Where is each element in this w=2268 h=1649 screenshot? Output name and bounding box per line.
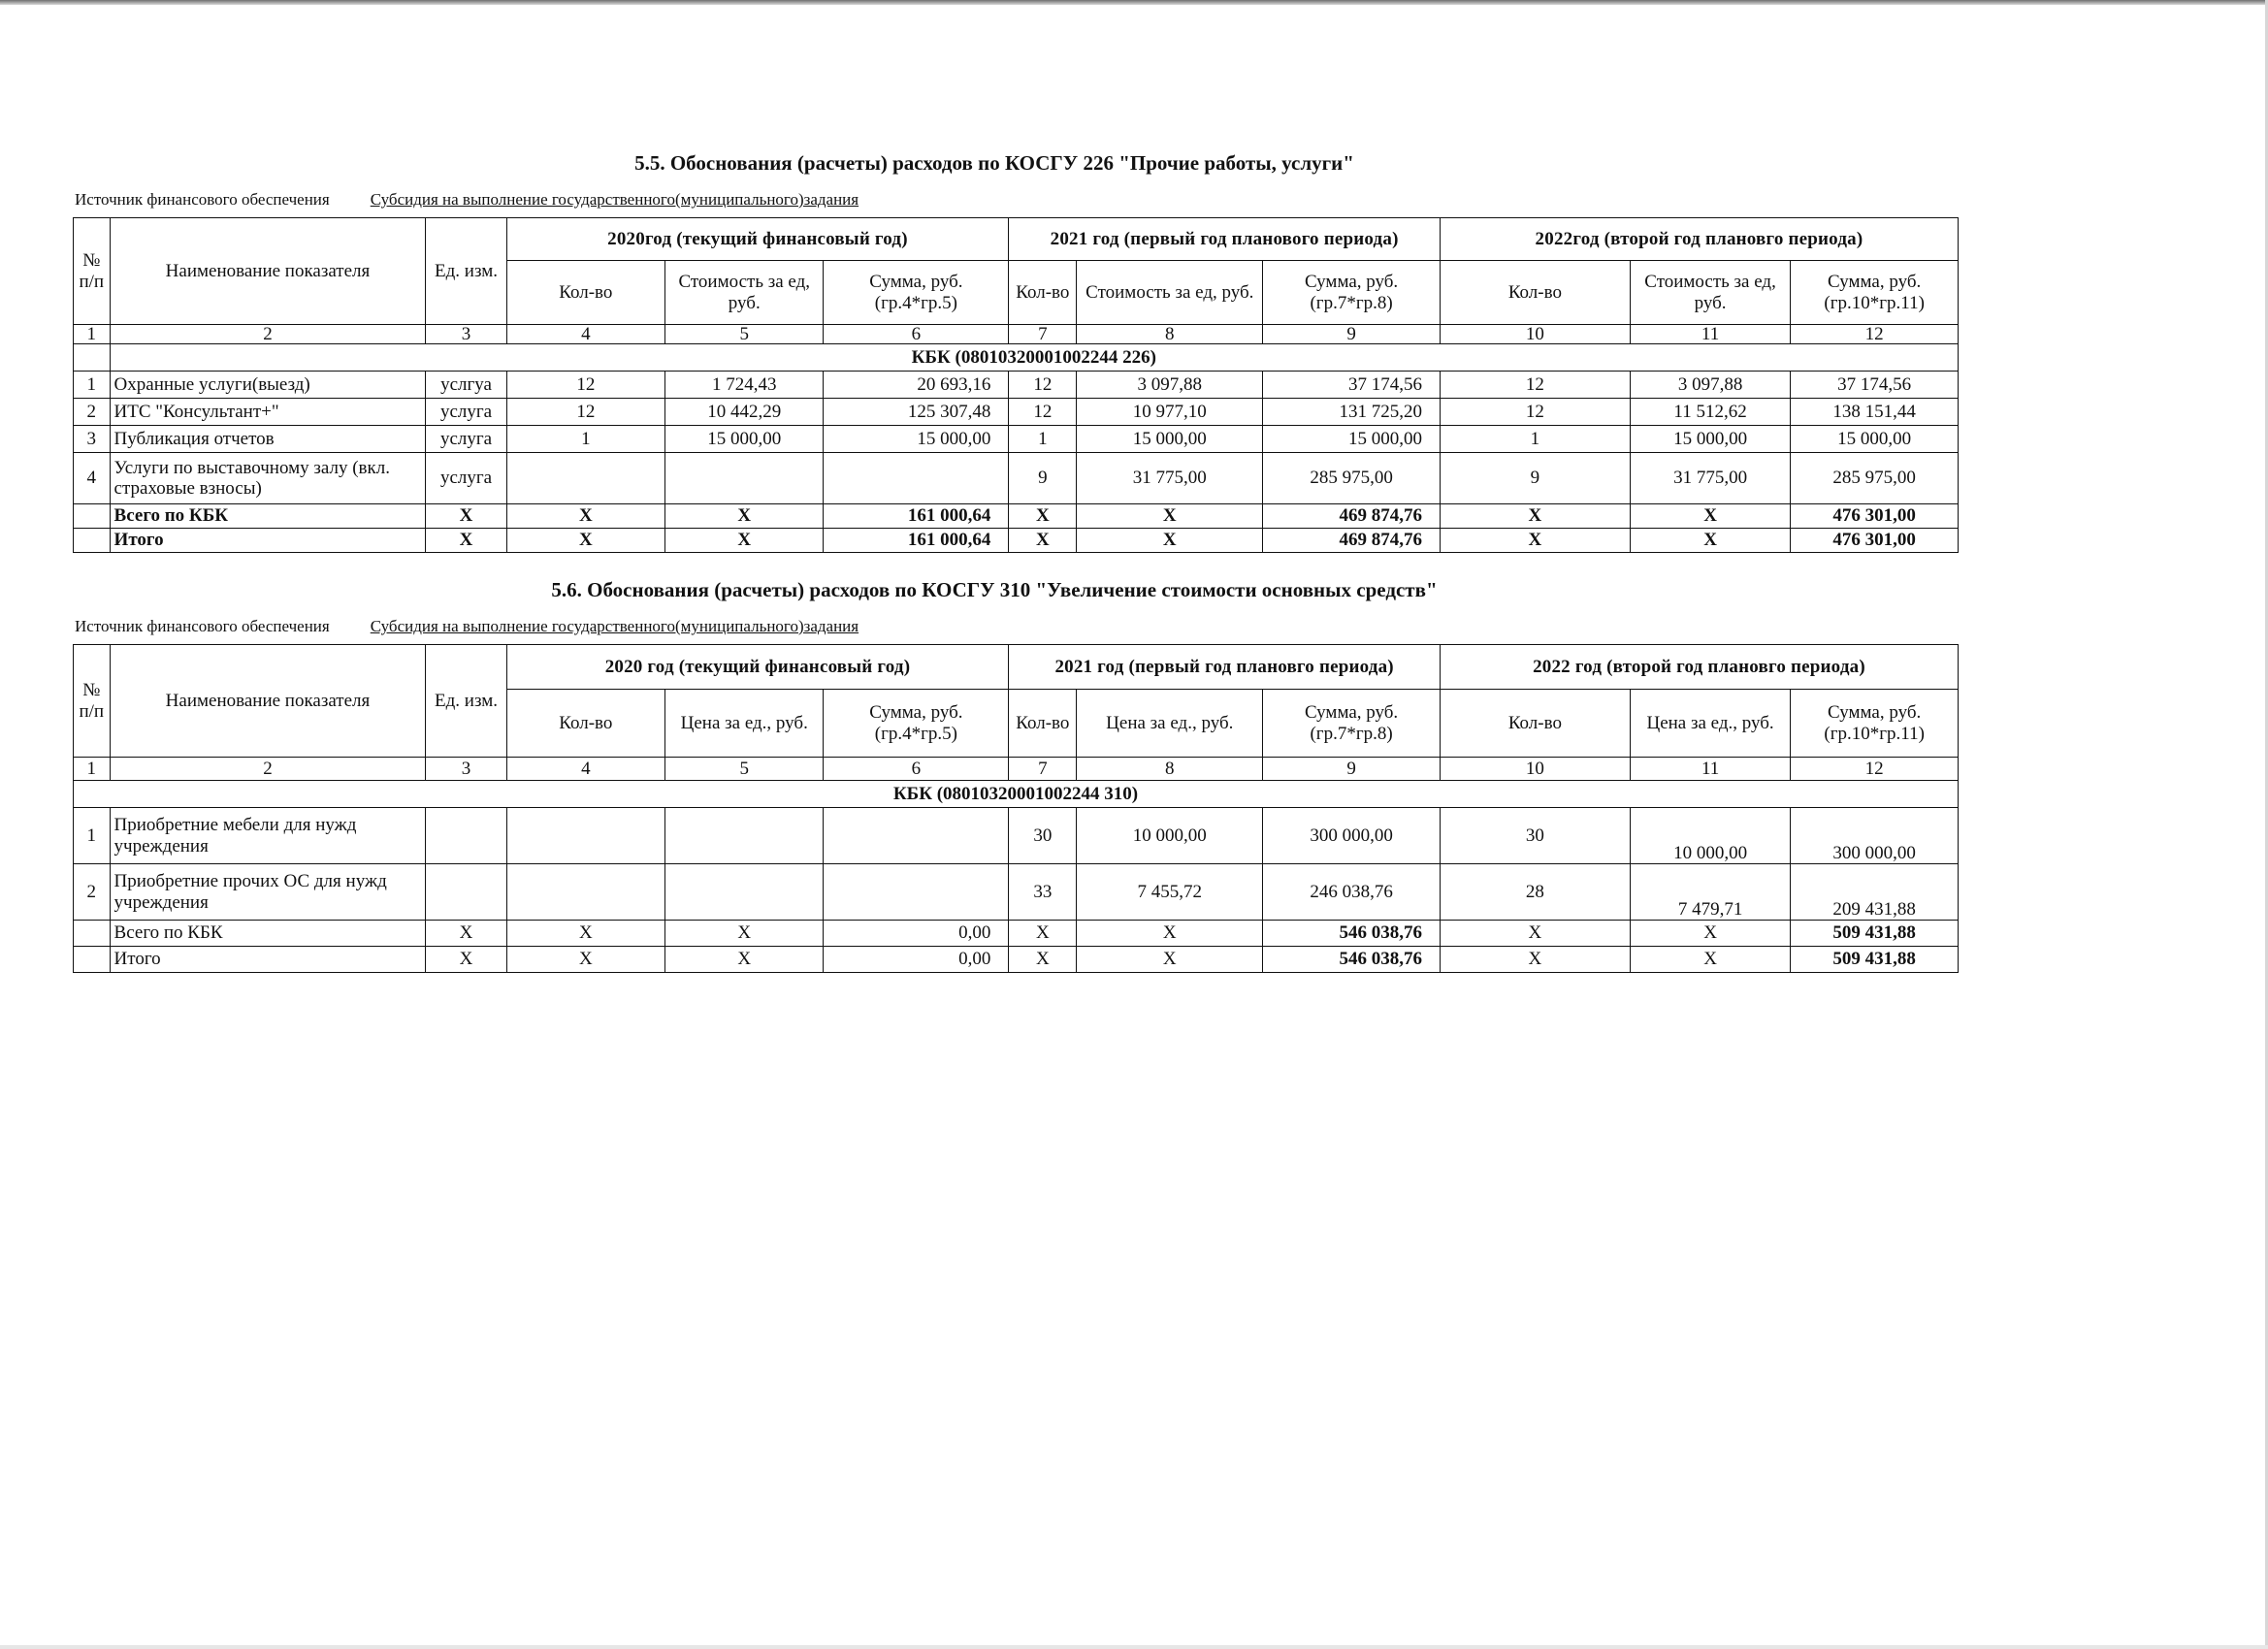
header-qty: Кол-во: [1440, 261, 1630, 325]
row-name: Публикация отчетов: [110, 426, 426, 453]
total-sum: 161 000,64: [824, 504, 1009, 529]
table-row: [74, 372, 1959, 399]
row-unit: услуга: [426, 399, 506, 426]
total-sum: 476 301,00: [1791, 529, 1959, 553]
total-sum: 161 000,64: [824, 529, 1009, 553]
total-cell: X: [426, 504, 506, 529]
row-sum: 138 151,44: [1791, 399, 1959, 426]
grand-total-row: [74, 529, 1959, 553]
column-number: 7: [1009, 325, 1077, 344]
total-cell: X: [506, 529, 664, 553]
row-price: 10 442,29: [665, 399, 824, 426]
column-number: 8: [1077, 758, 1263, 781]
column-number: 2: [110, 325, 426, 344]
row-unit: услуга: [426, 426, 506, 453]
row-price: 15 000,00: [1630, 426, 1790, 453]
total-cell: X: [1440, 921, 1630, 947]
row-qty: 12: [1009, 399, 1077, 426]
scan-edge-top: [0, 0, 2268, 5]
section-5-5-source: [75, 190, 859, 210]
total-cell: X: [1630, 947, 1790, 973]
total-cell: X: [1009, 921, 1077, 947]
row-qty: 28: [1440, 864, 1630, 921]
total-cell: X: [1009, 504, 1077, 529]
row-price: 15 000,00: [1077, 426, 1263, 453]
row-sum: 125 307,48: [824, 399, 1009, 426]
total-cell: X: [665, 529, 824, 553]
table-kosgu-310: [73, 644, 1959, 973]
row-qty: 1: [506, 426, 664, 453]
header-price: Стоимость за ед, руб.: [1077, 261, 1263, 325]
empty-cell: [74, 921, 111, 947]
column-number: 3: [426, 325, 506, 344]
row-price: 3 097,88: [1630, 372, 1790, 399]
header-sum: Сумма, руб. (гр.7*гр.8): [1263, 261, 1441, 325]
header-unit: Ед. изм.: [426, 645, 506, 758]
total-cell: X: [506, 921, 664, 947]
row-unit: [426, 808, 506, 864]
header-sum: Сумма, руб. (гр.7*гр.8): [1263, 690, 1441, 758]
row-qty: 1: [1009, 426, 1077, 453]
column-number: 4: [506, 325, 664, 344]
header-year-2020: 2020год (текущий финансовый год): [506, 218, 1009, 261]
header-year-2021: 2021 год (первый год плановго периода): [1009, 645, 1441, 690]
row-price: 7 479,71: [1630, 864, 1790, 921]
column-number: 1: [74, 325, 111, 344]
column-number: 9: [1263, 758, 1441, 781]
header-qty: Кол-во: [506, 261, 664, 325]
header-no: № п/п: [74, 645, 111, 758]
header-row-years: [74, 218, 1959, 261]
row-price: 7 455,72: [1077, 864, 1263, 921]
empty-cell: [74, 529, 111, 553]
row-sum: 37 174,56: [1263, 372, 1441, 399]
source-label: Источник финансового обеспечения: [75, 190, 330, 209]
header-qty: Кол-во: [1440, 690, 1630, 758]
column-number: 12: [1791, 758, 1959, 781]
header-sum: Сумма, руб. (гр.10*гр.11): [1791, 690, 1959, 758]
row-sum: 20 693,16: [824, 372, 1009, 399]
column-number: 4: [506, 758, 664, 781]
row-name: Охранные услуги(выезд): [110, 372, 426, 399]
row-name: Приобретние мебели для нужд учреждения: [110, 808, 426, 864]
row-price: [665, 453, 824, 504]
total-sum: 546 038,76: [1263, 947, 1441, 973]
total-cell: X: [1630, 921, 1790, 947]
total-cell: X: [426, 947, 506, 973]
row-no: 3: [74, 426, 111, 453]
total-cell: X: [1077, 529, 1263, 553]
column-number: 11: [1630, 325, 1790, 344]
column-number-row: [74, 325, 1959, 344]
row-qty: 12: [1440, 372, 1630, 399]
row-sum: 246 038,76: [1263, 864, 1441, 921]
total-sum: 476 301,00: [1791, 504, 1959, 529]
source-value: Субсидия на выполнение государственного(муниципального)задания: [370, 190, 859, 209]
total-cell: X: [1440, 947, 1630, 973]
row-sum: 300 000,00: [1263, 808, 1441, 864]
header-sum: Сумма, руб. (гр.4*гр.5): [824, 690, 1009, 758]
row-qty: [506, 808, 664, 864]
row-qty: 9: [1440, 453, 1630, 504]
column-number-row: [74, 758, 1959, 781]
total-sum: 509 431,88: [1791, 947, 1959, 973]
header-price: Цена за ед., руб.: [1077, 690, 1263, 758]
section-5-6-title: 5.6. Обоснования (расчеты) расходов по КОСГУ 310 "Увеличение стоимости основных средств": [551, 578, 1438, 601]
header-year-2022: 2022 год (второй год плановго периода): [1440, 645, 1958, 690]
header-row-years: [74, 645, 1959, 690]
row-name: Приобретние прочих ОС для нужд учреждения: [110, 864, 426, 921]
header-sum: Сумма, руб. (гр.10*гр.11): [1791, 261, 1959, 325]
header-price: Стоимость за ед, руб.: [665, 261, 824, 325]
column-number: 6: [824, 325, 1009, 344]
total-sum: 0,00: [824, 947, 1009, 973]
header-name: Наименование показателя: [110, 645, 426, 758]
row-no: 4: [74, 453, 111, 504]
row-price: 3 097,88: [1077, 372, 1263, 399]
row-qty: 30: [1440, 808, 1630, 864]
table-row: [74, 453, 1959, 504]
row-qty: 12: [1440, 399, 1630, 426]
header-price: Стоимость за ед, руб.: [1630, 261, 1790, 325]
row-sum: [824, 453, 1009, 504]
row-price: 31 775,00: [1630, 453, 1790, 504]
kbk-code: КБК (08010320001002244 226): [110, 344, 1958, 372]
header-year-2022: 2022год (второй год плановго периода): [1440, 218, 1958, 261]
source-value: Субсидия на выполнение государственного(муниципального)задания: [370, 617, 859, 635]
header-no: № п/п: [74, 218, 111, 325]
total-sum: 509 431,88: [1791, 921, 1959, 947]
header-qty: Кол-во: [1009, 690, 1077, 758]
row-no: 1: [74, 808, 111, 864]
row-sum: 15 000,00: [824, 426, 1009, 453]
total-cell: X: [426, 921, 506, 947]
row-no: 1: [74, 372, 111, 399]
row-sum: 15 000,00: [1791, 426, 1959, 453]
row-sum: 209 431,88: [1791, 864, 1959, 921]
column-number: 11: [1630, 758, 1790, 781]
total-cell: X: [665, 504, 824, 529]
row-unit: услгуа: [426, 372, 506, 399]
column-number: 5: [665, 758, 824, 781]
total-sum: 546 038,76: [1263, 921, 1441, 947]
header-year-2021: 2021 год (первый год планового периода): [1009, 218, 1441, 261]
row-price: [665, 808, 824, 864]
total-kbk-row: [74, 921, 1959, 947]
kbk-empty-cell: [74, 344, 111, 372]
row-sum: [824, 864, 1009, 921]
row-sum: 37 174,56: [1791, 372, 1959, 399]
total-cell: X: [506, 947, 664, 973]
total-cell: X: [665, 921, 824, 947]
header-qty: Кол-во: [1009, 261, 1077, 325]
column-number: 5: [665, 325, 824, 344]
table-row: [74, 808, 1959, 864]
total-cell: X: [1009, 529, 1077, 553]
row-unit: услуга: [426, 453, 506, 504]
empty-cell: [74, 504, 111, 529]
row-price: [665, 864, 824, 921]
row-price: 31 775,00: [1077, 453, 1263, 504]
row-sum: 131 725,20: [1263, 399, 1441, 426]
column-number: 1: [74, 758, 111, 781]
header-unit: Ед. изм.: [426, 218, 506, 325]
column-number: 9: [1263, 325, 1441, 344]
total-cell: X: [1630, 529, 1790, 553]
row-no: 2: [74, 399, 111, 426]
header-name: Наименование показателя: [110, 218, 426, 325]
total-cell: X: [665, 947, 824, 973]
total-label: Итого: [110, 947, 426, 973]
row-price: 15 000,00: [665, 426, 824, 453]
column-number: 8: [1077, 325, 1263, 344]
kbk-row: [74, 344, 1959, 372]
total-label: Всего по КБК: [110, 921, 426, 947]
row-price: 10 000,00: [1630, 808, 1790, 864]
total-cell: X: [1009, 947, 1077, 973]
table-kosgu-226: [73, 217, 1959, 553]
section-5-6-source: [75, 617, 859, 636]
row-price: 10 000,00: [1077, 808, 1263, 864]
row-unit: [426, 864, 506, 921]
row-qty: 1: [1440, 426, 1630, 453]
header-price: Цена за ед., руб.: [665, 690, 824, 758]
row-qty: 33: [1009, 864, 1077, 921]
header-sum: Сумма, руб. (гр.4*гр.5): [824, 261, 1009, 325]
column-number: 7: [1009, 758, 1077, 781]
source-label: Источник финансового обеспечения: [75, 617, 330, 635]
table-row: [74, 864, 1959, 921]
section-5-5-title: 5.5. Обоснования (расчеты) расходов по КОСГУ 226 "Прочие работы, услуги": [634, 151, 1354, 175]
kbk-row: [74, 781, 1959, 808]
row-qty: [506, 453, 664, 504]
row-qty: 12: [506, 372, 664, 399]
column-number: 12: [1791, 325, 1959, 344]
total-cell: X: [1630, 504, 1790, 529]
table-row: [74, 399, 1959, 426]
column-number: 2: [110, 758, 426, 781]
header-qty: Кол-во: [506, 690, 664, 758]
row-qty: [506, 864, 664, 921]
total-label: Итого: [110, 529, 426, 553]
row-name: Услуги по выставочному залу (вкл. страховые взносы): [110, 453, 426, 504]
total-cell: X: [1077, 504, 1263, 529]
row-qty: 12: [1009, 372, 1077, 399]
total-label: Всего по КБК: [110, 504, 426, 529]
row-price: 1 724,43: [665, 372, 824, 399]
empty-cell: [74, 947, 111, 973]
row-sum: 285 975,00: [1263, 453, 1441, 504]
column-number: 10: [1440, 758, 1630, 781]
header-year-2020: 2020 год (текущий финансовый год): [506, 645, 1009, 690]
row-sum: [824, 808, 1009, 864]
row-qty: 30: [1009, 808, 1077, 864]
header-price: Цена за ед., руб.: [1630, 690, 1790, 758]
row-price: 11 512,62: [1630, 399, 1790, 426]
row-sum: 300 000,00: [1791, 808, 1959, 864]
total-cell: X: [1440, 504, 1630, 529]
total-cell: X: [506, 504, 664, 529]
grand-total-row: [74, 947, 1959, 973]
column-number: 10: [1440, 325, 1630, 344]
row-name: ИТС "Консультант+": [110, 399, 426, 426]
scan-edge-bottom: [0, 1645, 2268, 1649]
column-number: 3: [426, 758, 506, 781]
kbk-code: КБК (08010320001002244 310): [74, 781, 1959, 808]
total-cell: X: [1077, 947, 1263, 973]
table-row: [74, 426, 1959, 453]
row-qty: 9: [1009, 453, 1077, 504]
total-cell: X: [1077, 921, 1263, 947]
total-kbk-row: [74, 504, 1959, 529]
row-price: 10 977,10: [1077, 399, 1263, 426]
row-no: 2: [74, 864, 111, 921]
row-qty: 12: [506, 399, 664, 426]
total-cell: X: [426, 529, 506, 553]
total-cell: X: [1440, 529, 1630, 553]
total-sum: 0,00: [824, 921, 1009, 947]
row-sum: 15 000,00: [1263, 426, 1441, 453]
column-number: 6: [824, 758, 1009, 781]
total-sum: 469 874,76: [1263, 504, 1441, 529]
total-sum: 469 874,76: [1263, 529, 1441, 553]
row-sum: 285 975,00: [1791, 453, 1959, 504]
